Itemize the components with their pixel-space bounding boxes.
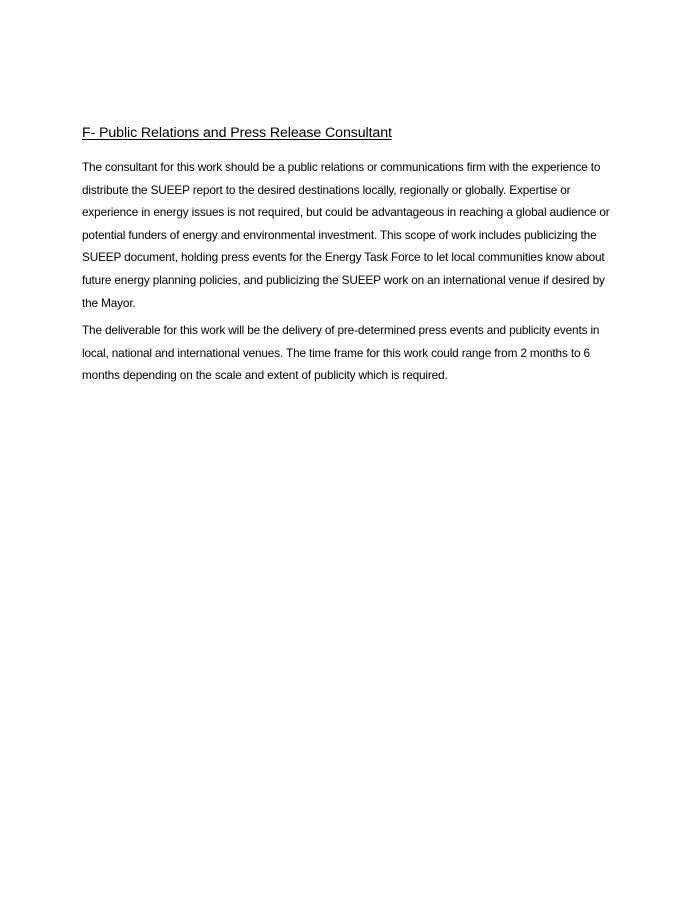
text-line: SUEEP document, holding press events for the Energy Task Force to let local communities know about: [82, 250, 605, 265]
text-line: The deliverable for this work will be the delivery of pre-determined press events and publicity events in: [82, 323, 600, 338]
text-line: distribute the SUEEP report to the desired destinations locally, regionally or globally. Expertise or: [82, 182, 571, 197]
text-line: future energy planning policies, and publicizing the SUEEP work on an international venue if desired by: [82, 272, 605, 287]
text-line: local, national and international venues. The time frame for this work could range from 2 months to 6: [82, 345, 590, 360]
text-line: The consultant for this work should be a public relations or communications firm with the experience to: [82, 160, 601, 174]
paragraph-deliverable: [82, 319, 612, 387]
text-line: potential funders of energy and environmental investment. This scope of work includes publicizing the: [82, 227, 597, 242]
section-heading: F- Public Relations and Press Release Consultant: [82, 125, 392, 141]
document-body: [82, 124, 612, 392]
paragraph-scope: [82, 156, 612, 314]
text-line: the Mayor.: [82, 295, 136, 310]
text-line: months depending on the scale and extent of publicity which is required.: [82, 368, 448, 383]
text-line: experience in energy issues is not required, but could be advantageous in reaching a global audience or: [82, 205, 610, 220]
